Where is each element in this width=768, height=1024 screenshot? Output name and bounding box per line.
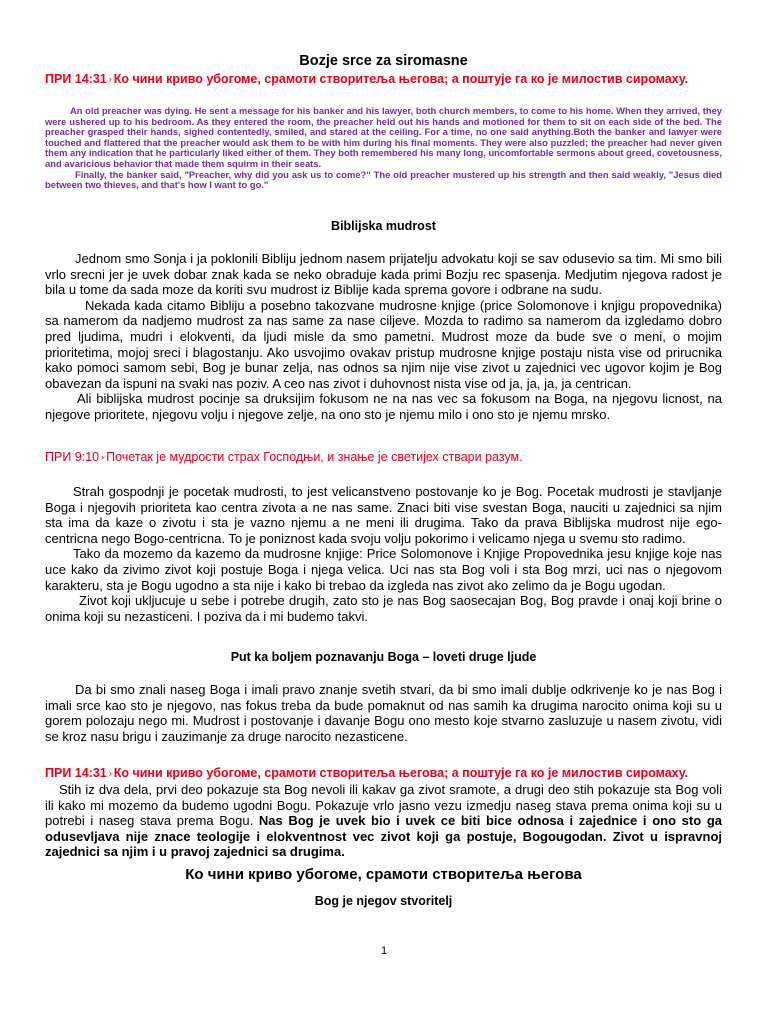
page-number: 1 [380,945,388,957]
paragraph-text: Stih iz dva dela, prvi deo pokazuje sta Bog nevoli ili kakav ga zivot sramote, a drugi deo stih pokazuje sta Bog voli ili kako mi mozemo da budemo ugodni Bogu. Pokazuje vrlo jasno vezu izmedju naseg stava prema onima koji su u potrebi i naseg stava prema Bogu. [45,782,722,829]
paragraph-emphasis: Nas Bog je uvek bio i uvek ce biti bice odnosa i zajednice i ono sto ga odusevljava nije znace teologije i elokventnost vec zivot koji ga postuje, Bogougodan. Zivot u ispravnoj zajednici sa njim i u pravoj zajednici sa drugima. [45,813,722,860]
section-stih [45,782,722,860]
verse-reference: ПРИ 14:31 [45,72,107,86]
body-paragraph [45,782,722,860]
section-biblijska-mudrost [45,251,722,423]
body-paragraph: Jednom smo Sonja i ja poklonili Bibliju jednom nasem prijatelju advokatu koji se sav odusevio sa tim. Mi smo bili vrlo srecni jer je uvek dobar znak kada se neko obraduje kada primi Bozju rec spasenja. Medjutim njegova radost je bila u tome da sada moze da koriti svu mudrost iz Biblije kada sprema govore i odbrane na sudu. [45,251,722,298]
document-title: Bozje srce za siromasne [299,53,468,69]
verse-reference: ПРИ 9:10 [45,450,100,464]
body-paragraph: Da bi smo znali naseg Boga i imali pravo znanje svetih stvari, da bi smo imali dublje odkrivenje ko je nas Bog i imali srce kao sto je njegovo, nas fokus treba da bude pomaknut od nas samih ka drugima narocito onima koji su u gorem polozaju nego mi. Mudrost i postovanje i davanje Bogu ono mesto koje stvarno zasluzuje u nasem zivotu, vidi se kroz nasu brigu i zauzimanje za druge narocito nezasticene. [45,682,722,744]
verse-reference: ПРИ 14:31 [45,766,107,780]
section-put-ka-boljem [45,682,722,744]
body-paragraph: Strah gospodnji je pocetak mudrosti, to jest velicanstveno postovanje ko je Bog. Pocetak mudrosti je stavljanje Boga i njegovih prioriteta kao centra zivota a ne nas same. Znaci biti vise svestan Boga, nauciti u zajednici sa njim sta ima da kaze o zivotu i sta je vazno njemu a ne meni ili drugima. Tako da prava Biblijska mudrost nije ego-centricna nego Bogo-centricna. To je poniznost kada svoju volju pokorimo i velicamo njega u svemu sto radimo. [45,484,722,546]
body-paragraph: Tako da mozemo da kazemo da mudrosne knjige: Price Solomonove i Knjige Propovednika jesu knjige koje nas uce kako da zivimo zivot koji postuje Boga i njega velica. Uci nas sta Bog voli i sta Bog mrzi, uci nas o njegovom karakteru, sta je Bogu ugodno a sta nije i kako bi trebao da izgleda nas zivot ako zelimo da je Bogu ugodan. [45,546,722,593]
verse-text: Ко чини криво убогоме, срамоти створитеља његова; а поштује га ко је милостив сиромаху. [113,766,689,780]
verse-marker-icon: › [108,74,112,84]
verse-line-1 [45,72,722,86]
section-heading: Biblijska mudrost [331,219,436,233]
story-paragraph: An old preacher was dying. He sent a message for his banker and his lawyer, both church members, to come to his home. When they arrived, they were ushered up to his bedroom. As they entered the room, the preacher held out his hands and motioned for them to sit on each side of the bed. The preacher grasped their hands, sighed contentedly, smiled, and stared at the ceiling. For a time, no one said anything.Both the banker and lawyer were touched and flattered that the preacher would ask them to be with him during his final moments. They were also puzzled; the preacher had never given them any indication that he particularly liked either of them. They both remembered his many long, uncomfortable sermons about greed, covetousness, and avaricious behavior that made them squirm in their seats. [45,105,722,169]
story-paragraph: Finally, the banker said, "Preacher, why did you ask us to come?" The old preacher mustered up his strength and then said weakly, "Jesus died between two thieves, and that's how I want to go." [45,168,722,191]
preacher-story [45,106,722,191]
verse-marker-icon: › [101,452,105,462]
body-paragraph: Ali biblijska mudrost pocinje sa druksijim fokusom ne na nas vec sa fokusom na Boga, na njegovu licnost, na njegove prioritete, njegovu volju i njegove zelje, na ono sto je njemu milo i ono sto je njemu mrsko. [45,391,722,422]
verse-line-2 [45,450,722,464]
body-paragraph: Zivot koji ukljucuje u sebe i potrebe drugih, zato sto je nas Bog saosecajan Bog, Bog pravde i onaj koji brine o onima koji su nezasticeni. I poziva da i mi budemo takvi. [45,593,722,624]
closing-subtitle: Bog je njegov stvoritelj [314,894,453,908]
body-paragraph: Nekada kada citamo Bibliju a posebno takozvane mudrosne knjige (price Solomonove i knjigu propovednika) sa namerom da nadjemo mudrost za nas same za nase ciljeve. Mozda to radimo sa namerom da izgledamo dobro pred ljudima, mudri i elokventi, da ljudi misle da smo pametni. Mudrost moze da bude sve o meni, o mojim prioritetima, mojoj sreci i blagostanju. Ako usvojimo ovakav pristup mudrosne knjige postaju nista vise od prirucnika kako pomoci samom sebi, Bog je bunar zelja, nas odnos sa njim nije vise zivot u zajednici vec ugovor kojim je Bog obavezan da ispuni na svaki nas poziv. A ceo nas zivot i duhovnost nista vise od ja, ja, ja, ja centrican. [45,297,722,391]
verse-text: Почетак је мудрости страх Господњи, и знање је светијех ствари разум. [106,450,523,464]
closing-heading: Ко чини криво убогоме, срамоти створитеља његова [185,866,582,883]
verse-marker-icon: › [108,768,112,778]
verse-text: Ко чини криво убогоме, срамоти створитеља његова; а поштује га ко је милостив сиромаху. [113,72,689,86]
section-strah-gospodnji [45,484,722,624]
section-heading: Put ka boljem poznavanju Boga – loveti druge ljude [230,650,537,664]
verse-line-3 [45,766,722,780]
